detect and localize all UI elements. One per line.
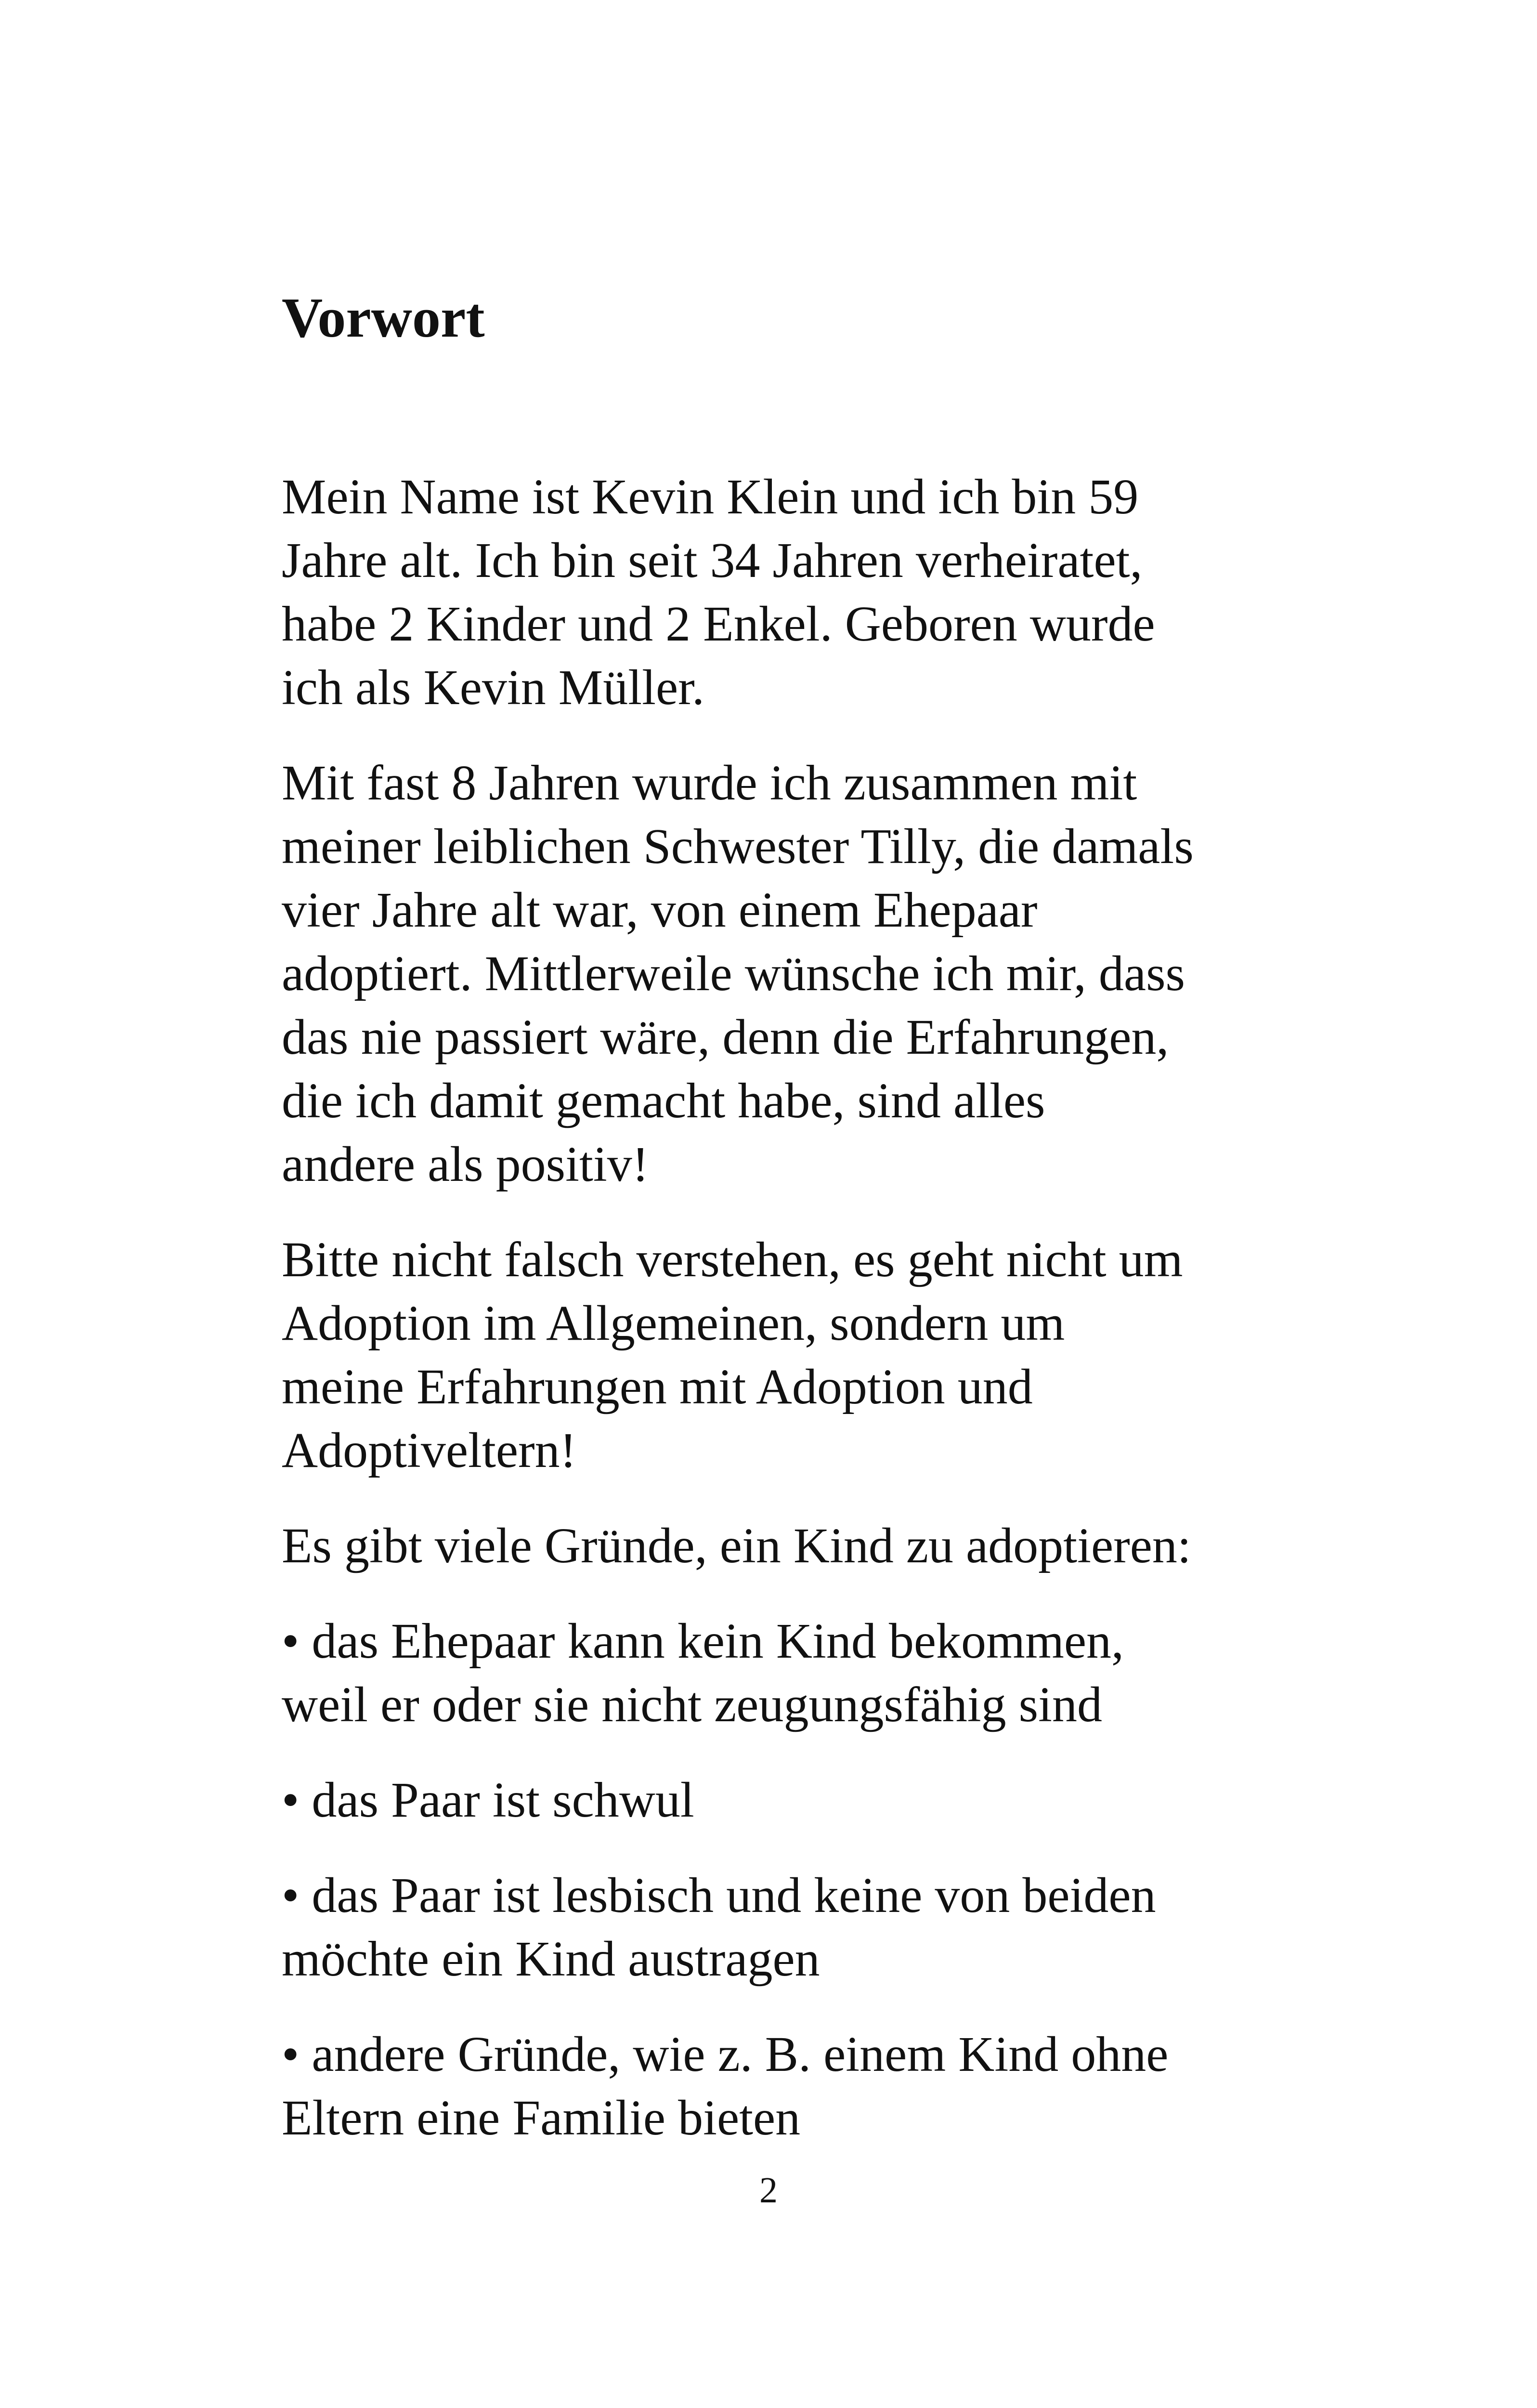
text-line: weil er oder sie nicht zeugungsfähig sind [282, 1677, 1102, 1732]
text-line: meine Erfahrungen mit Adoption und [282, 1359, 1033, 1414]
text-line: möchte ein Kind austragen [282, 1931, 820, 1987]
text-line: Adoption im Allgemeinen, sondern um [282, 1296, 1065, 1351]
text-line: ich als Kevin Müller. [282, 660, 705, 715]
paragraph [282, 1228, 1245, 1482]
page-content [282, 284, 1245, 2182]
bullet-item [282, 1610, 1245, 1737]
page-number: 2 [759, 2170, 778, 2211]
text-line: Jahre alt. Ich bin seit 34 Jahren verheiratet, [282, 533, 1143, 588]
chapter-title: Vorwort [282, 286, 485, 349]
paragraph [282, 1514, 1245, 1578]
text-line: • das Paar ist lesbisch und keine von beiden [282, 1868, 1156, 1923]
text-line: die ich damit gemacht habe, sind alles [282, 1073, 1045, 1128]
text-line: meiner leiblichen Schwester Tilly, die damals [282, 819, 1194, 874]
text-line: Mit fast 8 Jahren wurde ich zusammen mit [282, 755, 1137, 811]
text-line: • das Paar ist schwul [282, 1772, 694, 1828]
paragraph [282, 465, 1245, 720]
paragraph [282, 751, 1245, 1196]
text-line: • andere Gründe, wie z. B. einem Kind ohne [282, 2027, 1169, 2082]
bullet-item [282, 1864, 1245, 1991]
text-line: Bitte nicht falsch verstehen, es geht nicht um [282, 1232, 1183, 1287]
text-line: Adoptiveltern! [282, 1423, 577, 1478]
text-line: Eltern eine Familie bieten [282, 2090, 801, 2146]
bullet-item [282, 1768, 1245, 1832]
text-line: Mein Name ist Kevin Klein und ich bin 59 [282, 469, 1139, 524]
text-line: vier Jahre alt war, von einem Ehepaar [282, 882, 1038, 938]
text-line: • das Ehepaar kann kein Kind bekommen, [282, 1613, 1124, 1669]
text-line: andere als positiv! [282, 1137, 649, 1192]
text-line: das nie passiert wäre, denn die Erfahrungen, [282, 1009, 1169, 1065]
text-line: habe 2 Kinder und 2 Enkel. Geboren wurde [282, 596, 1155, 652]
text-line: adoptiert. Mittlerweile wünsche ich mir, dass [282, 946, 1185, 1001]
bullet-item [282, 2023, 1245, 2150]
body-text [282, 465, 1245, 2150]
text-line: Es gibt viele Gründe, ein Kind zu adoptieren: [282, 1518, 1191, 1573]
